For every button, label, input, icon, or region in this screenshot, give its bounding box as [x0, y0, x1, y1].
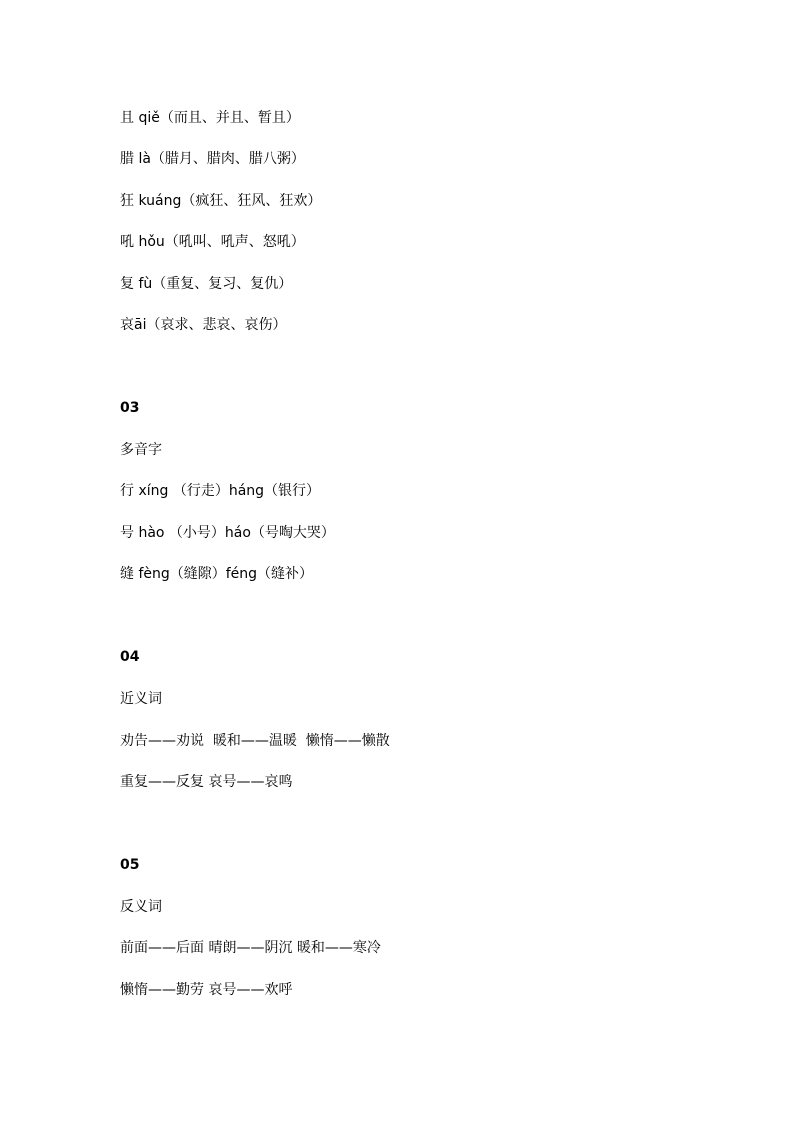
section-number-04: 04 [120, 649, 140, 665]
section-title-synonyms: 近义词 [120, 691, 162, 707]
polyphonic-entry-hao: 号 hào （小号）háo（号啕大哭） [120, 525, 335, 541]
section-title-polyphonic: 多音字 [120, 442, 162, 458]
section-number-05: 05 [120, 857, 140, 873]
character-entry-hou: 吼 hǒu（吼叫、吼声、怒吼） [120, 234, 305, 250]
section-title-antonyms: 反义词 [120, 899, 162, 915]
polyphonic-entry-feng: 缝 fèng（缝隙）féng（缝补） [120, 566, 314, 582]
antonyms-line-2: 懒惰——勤劳 哀号——欢呼 [120, 982, 293, 998]
antonyms-line-1: 前面——后面 晴朗——阴沉 暖和——寒冷 [120, 940, 381, 956]
character-entry-la: 腊 là（腊月、腊肉、腊八粥） [120, 151, 305, 167]
polyphonic-entry-xing: 行 xíng （行走）háng（银行） [120, 483, 321, 499]
section-number-03: 03 [120, 400, 140, 416]
character-entry-ai: 哀āi（哀求、悲哀、哀伤） [120, 317, 287, 333]
character-entry-fu: 复 fù（重复、复习、复仇） [120, 276, 293, 292]
character-entry-qie: 且 qiě（而且、并且、暂且） [120, 110, 300, 126]
synonyms-line-2: 重复——反复 哀号——哀鸣 [120, 774, 293, 790]
synonyms-line-1: 劝告——劝说 暖和——温暖 懒惰——懒散 [120, 733, 390, 749]
character-entry-kuang: 狂 kuáng（疯狂、狂风、狂欢） [120, 193, 322, 209]
